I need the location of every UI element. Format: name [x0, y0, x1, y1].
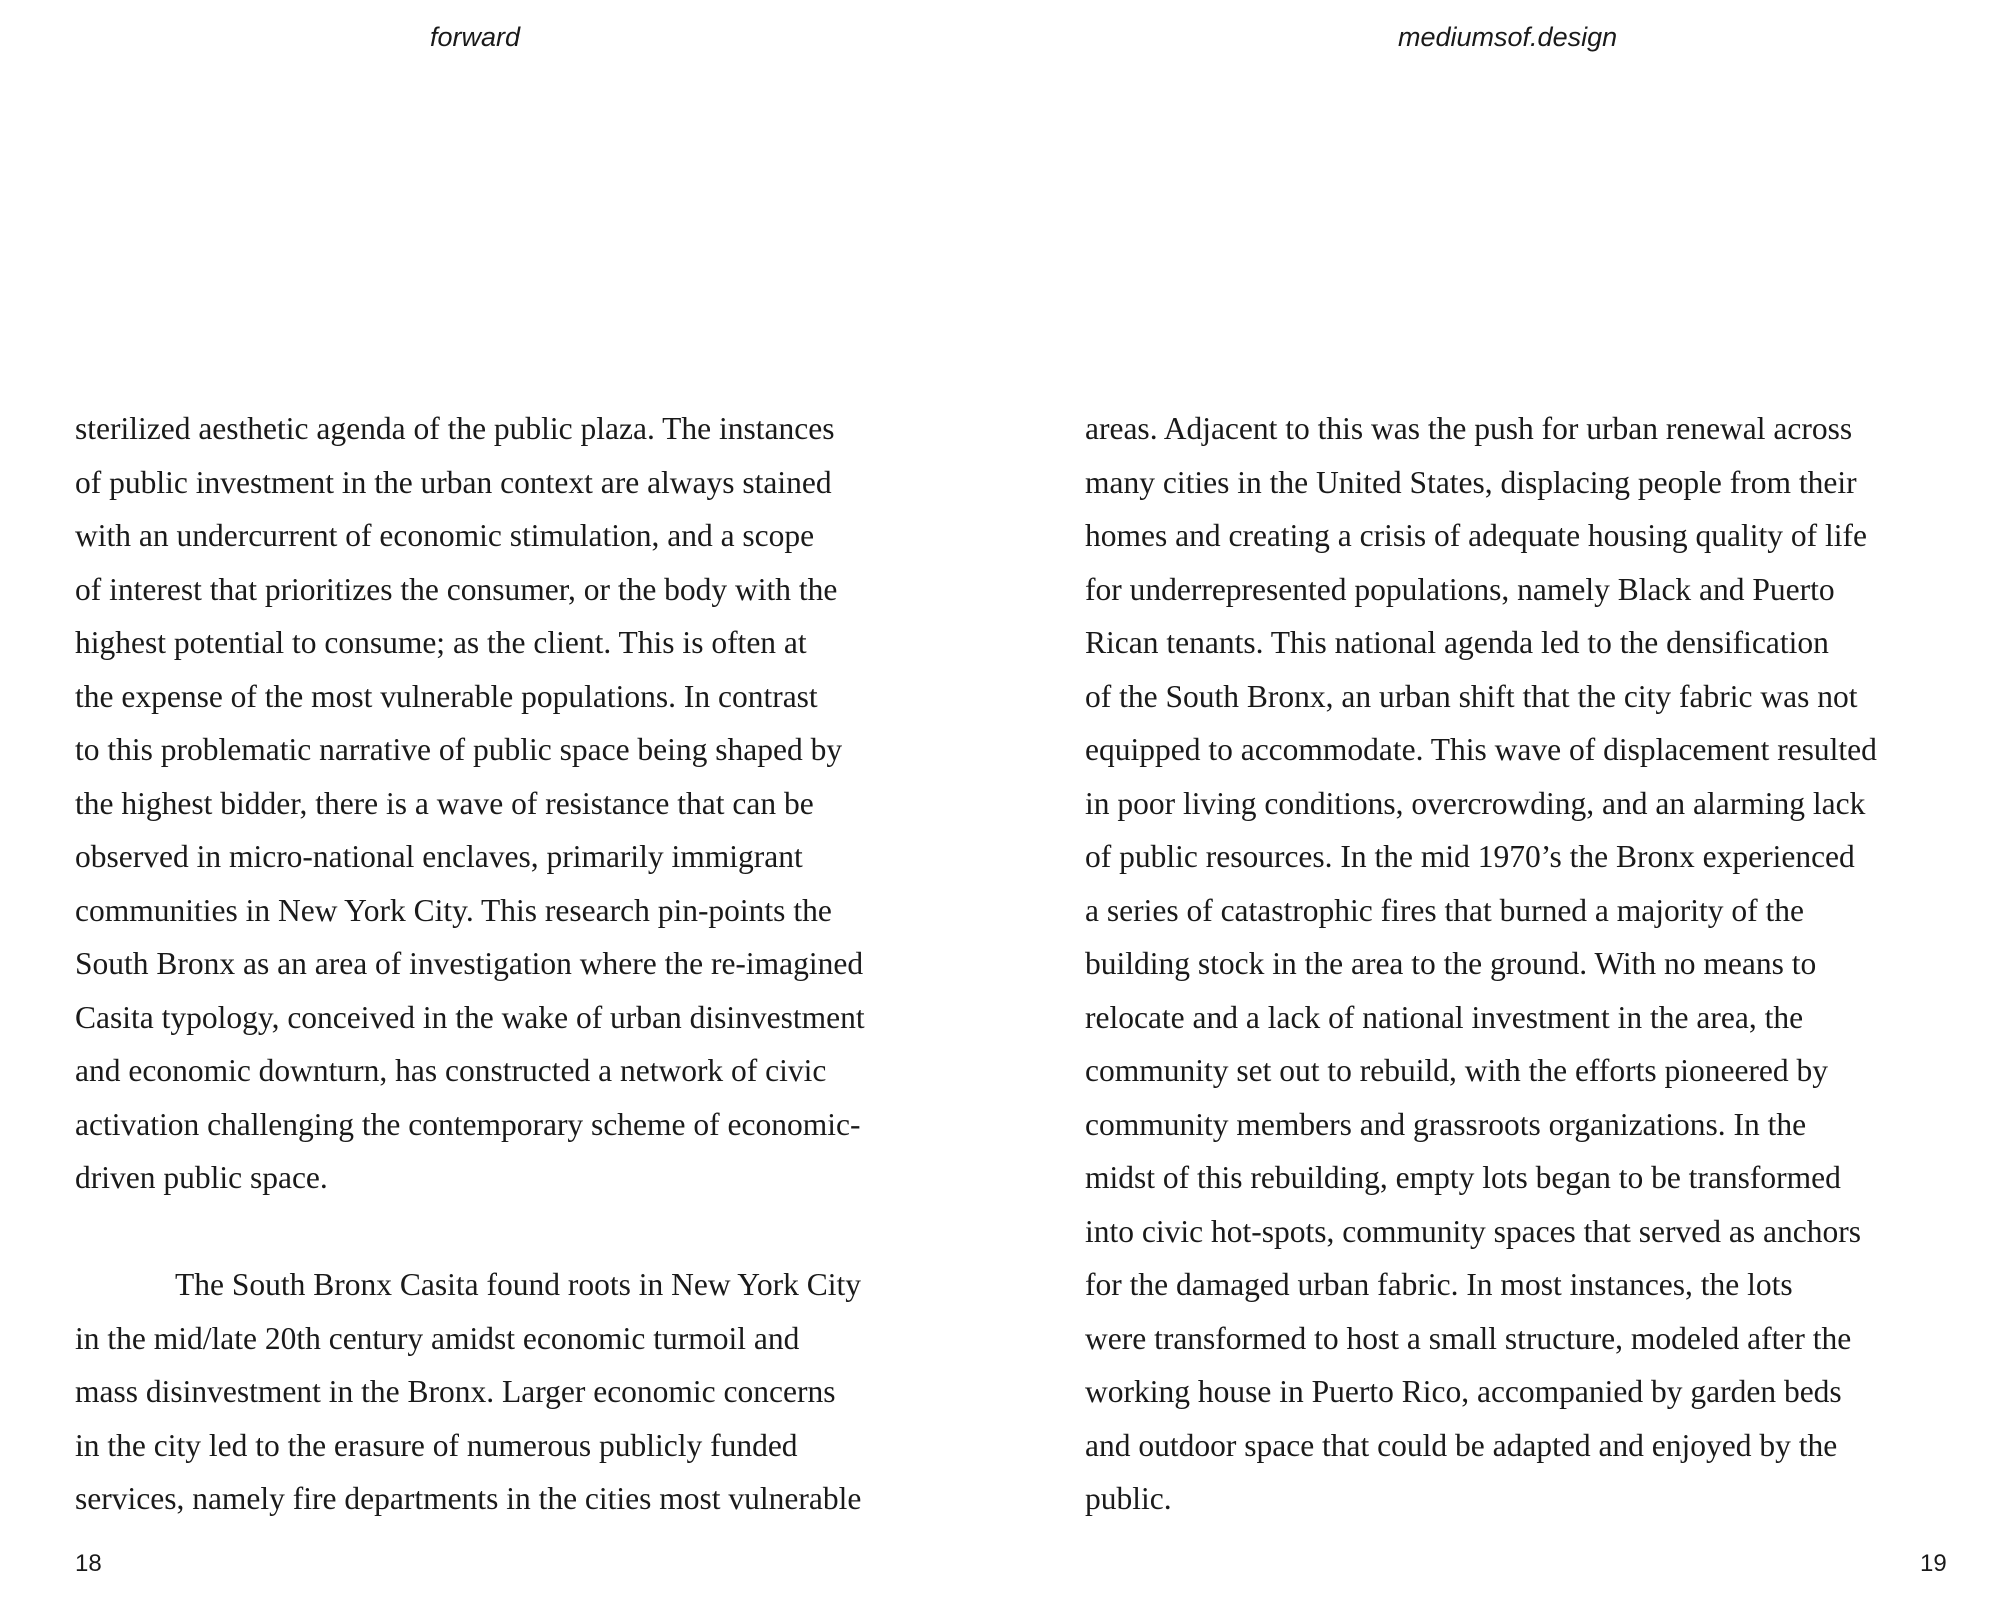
text-line: building stock in the area to the ground. With no means to — [1085, 946, 1817, 981]
text-line: communities in New York City. This research pin-points the — [75, 892, 832, 928]
text-line: public. — [1085, 1481, 1172, 1516]
text-line: were transformed to host a small structure, modeled after the — [1085, 1320, 1852, 1356]
text-line: community set out to rebuild, with the efforts pioneered by — [1085, 1053, 1829, 1088]
text-line: community members and grassroots organizations. In the — [1085, 1106, 1807, 1142]
page-number-left: 18 — [75, 1550, 102, 1577]
text-line: South Bronx as an area of investigation where the re-imagined — [75, 946, 864, 981]
text-line: equipped to accommodate. This wave of displacement resulted — [1085, 732, 1877, 767]
text-line: driven public space. — [75, 1160, 328, 1195]
text-line: services, namely fire departments in the cities most vulnerable — [75, 1481, 862, 1516]
text-line: many cities in the United States, displacing people from their — [1085, 464, 1857, 500]
text-line: areas. Adjacent to this was the push for urban renewal across — [1085, 411, 1853, 446]
text-line: The South Bronx Casita found roots in New York City — [175, 1267, 862, 1302]
text-line: Casita typology, conceived in the wake of urban disinvestment — [75, 999, 865, 1035]
text-line: and economic downturn, has constructed a network of civic — [75, 1053, 827, 1088]
text-line: of interest that prioritizes the consumer, or the body with the — [75, 571, 838, 607]
running-head-left: forward — [430, 22, 521, 52]
text-line: for underrepresented populations, namely Black and Puerto — [1085, 571, 1835, 607]
text-line: for the damaged urban fabric. In most instances, the lots — [1085, 1267, 1793, 1302]
text-line: homes and creating a crisis of adequate housing quality of life — [1085, 518, 1868, 553]
text-line: mass disinvestment in the Bronx. Larger economic concerns — [75, 1374, 836, 1409]
right-page — [1000, 0, 2000, 1600]
page-number-right: 19 — [1920, 1550, 1947, 1577]
right-body-text — [1085, 402, 1935, 1526]
running-head-right: mediumsof.design — [1398, 22, 1618, 52]
text-line: with an undercurrent of economic stimulation, and a scope — [75, 518, 815, 553]
text-line: working house in Puerto Rico, accompanied by garden beds — [1085, 1374, 1842, 1409]
text-line: Rican tenants. This national agenda led to the densification — [1085, 625, 1829, 660]
text-line: activation challenging the contemporary scheme of economic- — [75, 1106, 861, 1142]
text-line: relocate and a lack of national investment in the area, the — [1085, 999, 1804, 1035]
text-line: observed in micro-national enclaves, primarily immigrant — [75, 839, 803, 874]
text-line: midst of this rebuilding, empty lots began to be transformed — [1085, 1160, 1841, 1195]
text-line: highest potential to consume; as the client. This is often at — [75, 625, 807, 660]
text-line: of public investment in the urban context are always stained — [75, 464, 832, 500]
text-line: of the South Bronx, an urban shift that the city fabric was not — [1085, 678, 1858, 714]
text-line: a series of catastrophic fires that burned a majority of the — [1085, 892, 1804, 928]
text-line: in the mid/late 20th century amidst economic turmoil and — [75, 1320, 800, 1356]
text-line: the expense of the most vulnerable populations. In contrast — [75, 678, 818, 714]
left-body-text — [75, 402, 925, 1526]
text-line: and outdoor space that could be adapted and enjoyed by the — [1085, 1427, 1838, 1463]
text-line: the highest bidder, there is a wave of resistance that can be — [75, 785, 814, 821]
text-line: sterilized aesthetic agenda of the public plaza. The instances — [75, 411, 835, 446]
paragraph-gap — [75, 1205, 925, 1259]
text-line: to this problematic narrative of public space being shaped by — [75, 732, 843, 767]
text-line: in poor living conditions, overcrowding, and an alarming lack — [1085, 785, 1866, 821]
text-line: of public resources. In the mid 1970’s the Bronx experienced — [1085, 839, 1855, 874]
text-line: into civic hot-spots, community spaces that served as anchors — [1085, 1213, 1861, 1249]
text-line: in the city led to the erasure of numerous publicly funded — [75, 1427, 798, 1463]
